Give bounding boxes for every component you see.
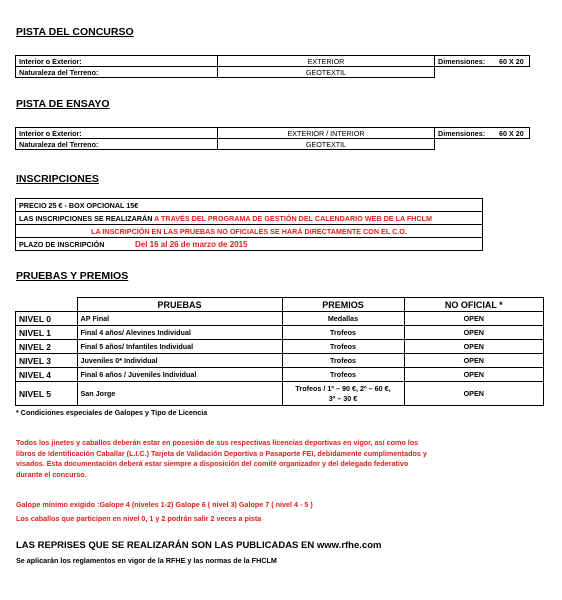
realizaran-black: LAS INSCRIPCIONES SE REALIZARÁN bbox=[19, 213, 155, 223]
realizaran-text bbox=[16, 212, 483, 225]
realizaran-red: A TRAVÉS DEL PROGRAMA DE GESTIÓN DEL CALENDARIO WEB DE LA FHCLM bbox=[154, 213, 433, 223]
pruebas-title: PRUEBAS Y PREMIOS bbox=[16, 270, 129, 282]
premio-line-2: 3º – 30 € bbox=[328, 393, 358, 403]
nivel-cell: NIVEL 1 bbox=[16, 326, 78, 340]
premio-cell bbox=[282, 382, 404, 406]
nivel-cell: NIVEL 0 bbox=[16, 312, 78, 326]
caballos-text: Los caballos que participen en nivel 0, 1 y 2 podrán salir 2 veces a pista bbox=[16, 514, 262, 523]
table-row bbox=[16, 312, 544, 326]
header-premios: PREMIOS bbox=[282, 298, 404, 312]
premio-cell: Trofeos bbox=[282, 368, 404, 382]
interior-exterior-value: EXTERIOR / INTERIOR bbox=[218, 128, 435, 139]
reprises-text: LAS REPRISES QUE SE REALIZARÁN SON LAS PUBLICADAS EN www.rfhe.com bbox=[16, 540, 382, 551]
table-row bbox=[16, 382, 544, 406]
prueba-cell: Final 5 años/ Infantiles Individual bbox=[77, 340, 282, 354]
dimensiones-value: 60 X 20 bbox=[496, 128, 530, 139]
notas-line: libros de Identificación Caballar (L.I.C.) Tarjeta de Validación Deportiva o Pasaporte FEI, debidamente cumplimentados y bbox=[16, 448, 427, 458]
terreno-value: GEOTEXTIL bbox=[218, 139, 435, 150]
pruebas-footnote: * Condiciones especiales de Galopes y Tipo de Licencia bbox=[16, 408, 208, 417]
table-row bbox=[16, 326, 544, 340]
inscripciones-title: INSCRIPCIONES bbox=[16, 173, 99, 185]
precio-text: PRECIO 25 € - BOX OPCIONAL 15€ bbox=[16, 199, 483, 212]
galope-text: Galope mínimo exigido :Galope 4 (niveles 1-2) Galope 6 ( nivel 3) Galope 7 ( nivel 4 - 5 ) bbox=[16, 500, 313, 509]
pruebas-table bbox=[15, 297, 544, 406]
oficial-cell: OPEN bbox=[404, 354, 544, 368]
nivel-cell: NIVEL 5 bbox=[16, 382, 78, 406]
premio-cell: Medallas bbox=[282, 312, 404, 326]
notas-line: durante el concurso. bbox=[16, 469, 87, 479]
premio-cell: Trofeos bbox=[282, 340, 404, 354]
plazo-value: Del 16 al 26 de marzo de 2015 bbox=[132, 238, 483, 251]
header-pruebas: PRUEBAS bbox=[77, 298, 282, 312]
interior-exterior-label: Interior o Exterior: bbox=[16, 128, 218, 139]
oficial-cell: OPEN bbox=[404, 312, 544, 326]
pista-concurso-title: PISTA DEL CONCURSO bbox=[16, 26, 134, 38]
notas-paragraph bbox=[16, 438, 427, 480]
nivel-cell: NIVEL 4 bbox=[16, 368, 78, 382]
header-no-oficial: NO OFICIAL * bbox=[404, 298, 544, 312]
table-row bbox=[16, 368, 544, 382]
premio-line-1: Trofeos / 1º – 90 €, 2º – 60 €, bbox=[295, 383, 391, 393]
prueba-cell: Juveniles 0* Individual bbox=[77, 354, 282, 368]
premio-cell: Trofeos bbox=[282, 354, 404, 368]
table-row bbox=[16, 340, 544, 354]
plazo-label: PLAZO DE INSCRIPCIÓN bbox=[16, 238, 133, 251]
oficial-cell: OPEN bbox=[404, 340, 544, 354]
nivel-cell: NIVEL 3 bbox=[16, 354, 78, 368]
dimensiones-value: 60 X 20 bbox=[496, 56, 530, 67]
oficial-cell: OPEN bbox=[404, 326, 544, 340]
dimensiones-label: Dimensiones: bbox=[435, 128, 497, 139]
prueba-cell: AP Final bbox=[77, 312, 282, 326]
table-row bbox=[16, 354, 544, 368]
oficial-cell: OPEN bbox=[404, 368, 544, 382]
terreno-label: Naturaleza del Terreno: bbox=[16, 139, 218, 150]
terreno-label: Naturaleza del Terreno: bbox=[16, 67, 218, 78]
prueba-cell: Final 6 años / Juveniles Individual bbox=[77, 368, 282, 382]
oficial-cell: OPEN bbox=[404, 382, 544, 406]
notas-line: Todos los jinetes y caballos deberán estar en posesión de sus respectivas licencias deportivas en vigor, así como los bbox=[16, 438, 419, 447]
pista-ensayo-title: PISTA DE ENSAYO bbox=[16, 98, 110, 110]
pista-concurso-table bbox=[15, 55, 530, 78]
prueba-cell: Final 4 años/ Alevines Individual bbox=[77, 326, 282, 340]
premio-cell: Trofeos bbox=[282, 326, 404, 340]
interior-exterior-label: Interior o Exterior: bbox=[16, 56, 218, 67]
pista-ensayo-table bbox=[15, 127, 530, 150]
interior-exterior-value: EXTERIOR bbox=[218, 56, 435, 67]
prueba-cell: San Jorge bbox=[77, 382, 282, 406]
no-oficiales-text: LA INSCRIPCIÓN EN LAS PRUEBAS NO OFICIALES SE HARÁ DIRECTAMENTE CON EL C.O. bbox=[16, 225, 483, 238]
nivel-cell: NIVEL 2 bbox=[16, 340, 78, 354]
dimensiones-label: Dimensiones: bbox=[435, 56, 497, 67]
reglamentos-text: Se aplicarán los reglamentos en vigor de la RFHE y las normas de la FHCLM bbox=[16, 556, 277, 565]
notas-line: visados. Esta documentación deberá estar siempre a disposición del comité organizador y del delegado federativo bbox=[16, 459, 409, 468]
terreno-value: GEOTEXTIL bbox=[218, 67, 435, 78]
inscripciones-table bbox=[15, 198, 483, 251]
